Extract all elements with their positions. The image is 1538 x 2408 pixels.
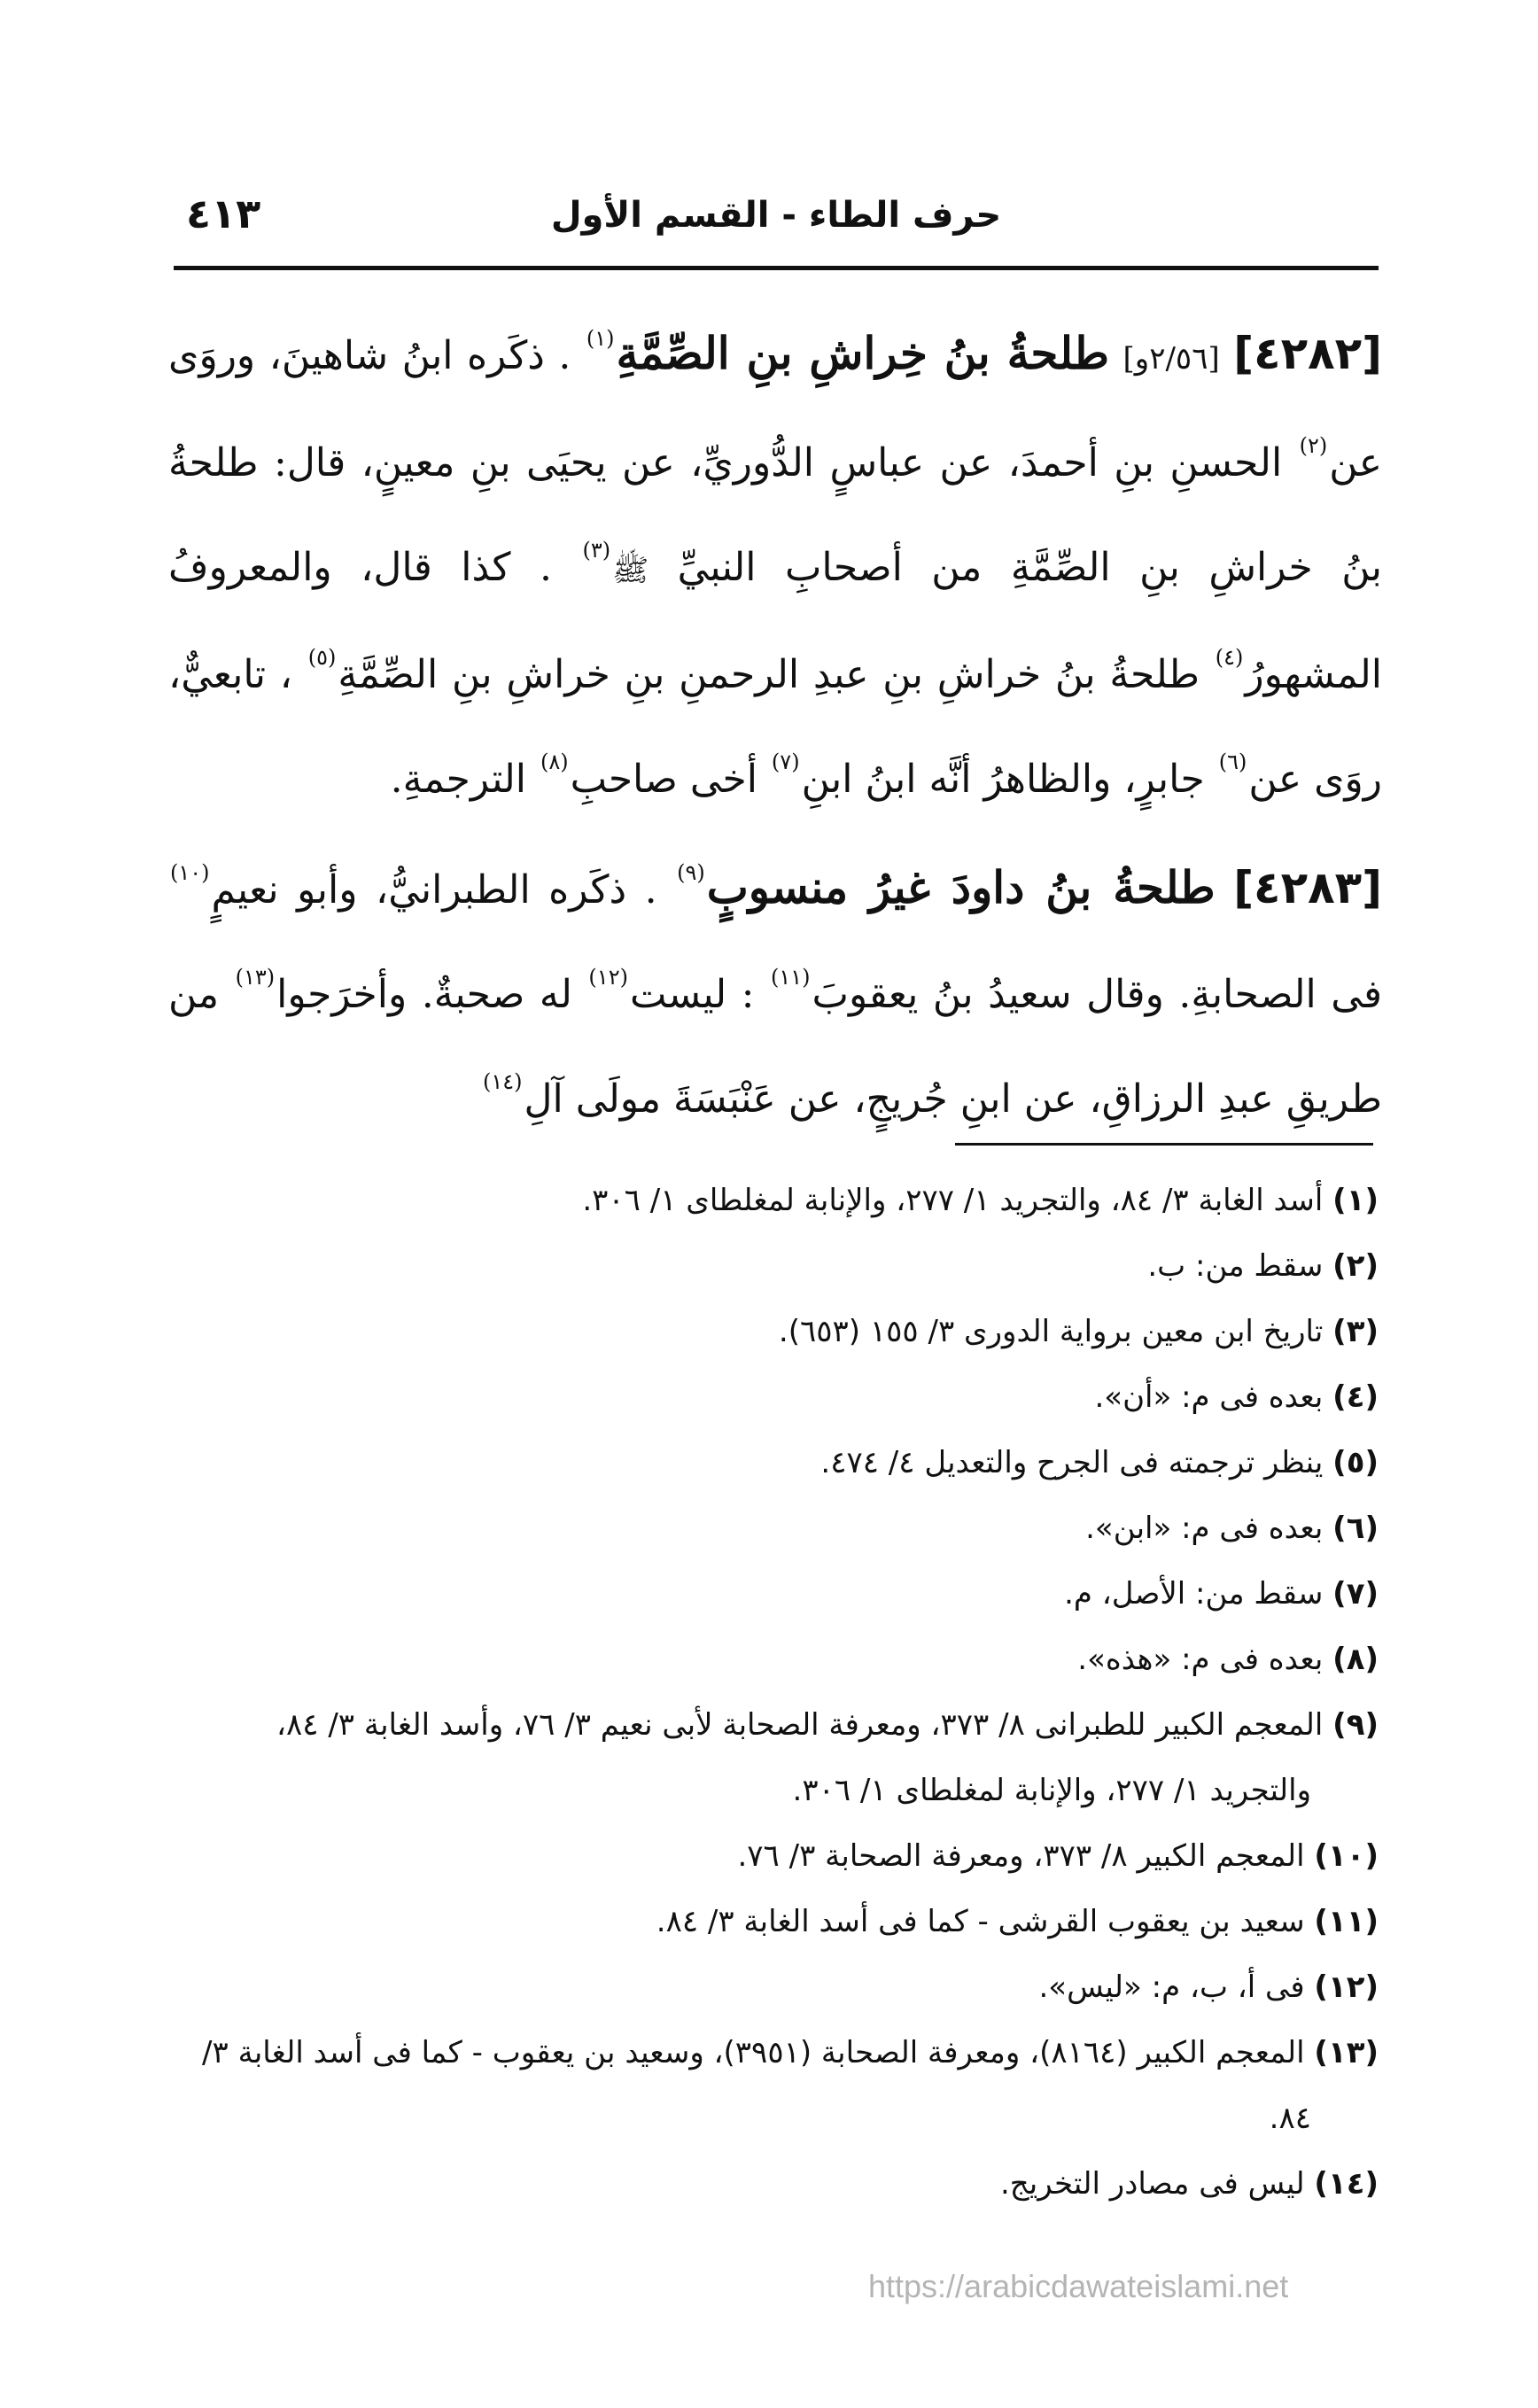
entry-text: من طريقِ عبدِ الرزاقِ، عن ابنِ جُريجٍ، عن عَنْبَسَةَ مولَى آلِ xyxy=(168,972,1382,1122)
footnote-ref[interactable]: (١٠) xyxy=(170,860,210,885)
footnote-separator xyxy=(955,1143,1373,1146)
footnote-text: فى أ، ب، م: «ليس». xyxy=(1038,1969,1305,2005)
entry-name: طلحةُ بنُ خِراشِ بنِ الصِّمَّةِ xyxy=(616,327,1110,379)
footnote-text: سقط من: ب. xyxy=(1147,1248,1324,1284)
footnote-item xyxy=(174,1495,1379,1561)
footnote-item xyxy=(174,2151,1379,2217)
footnote-ref[interactable]: (٥) xyxy=(307,645,337,670)
footnote-marker: (١٢) xyxy=(1314,1969,1379,2005)
footnote-marker: (٥) xyxy=(1332,1445,1379,1480)
footnote-text: سعيد بن يعقوب القرشى - كما فى أسد الغابة ٣/ ٨٤. xyxy=(656,1904,1305,1939)
entry-text: الترجمةِ. xyxy=(390,757,527,802)
footnote-marker: (١٠) xyxy=(1314,1838,1379,1874)
entry-text: أخى صاحبِ xyxy=(570,757,757,802)
entry-text: طلحةُ بنُ خراشِ بنِ عبدِ الرحمنِ بنِ خراشِ بنِ الصِّمَّةِ xyxy=(338,652,1200,697)
entry-text: له صحبةٌ. وأخرَجوا xyxy=(276,972,572,1017)
entry-text: : ليست xyxy=(629,972,755,1017)
footnote-marker: (٦) xyxy=(1332,1511,1379,1546)
footnote-text: ينظر ترجمته فى الجرح والتعديل ٤/ ٤٧٤. xyxy=(820,1445,1324,1480)
entry-number: [٤٢٨٢] xyxy=(1233,328,1383,379)
footnote-item xyxy=(174,1430,1379,1495)
footnote-ref[interactable]: (٩) xyxy=(677,860,705,885)
folio-reference: [٢/٥٦و] xyxy=(1122,341,1220,377)
entry-text: ، تابعيٌّ، روَى عن xyxy=(168,652,1382,802)
entry-text: . ذكَره ابنُ شاهينَ، وروَى عن xyxy=(168,333,1382,485)
footnote-marker: (٣) xyxy=(1332,1314,1379,1349)
footnote-ref[interactable]: (٦) xyxy=(1218,750,1247,774)
footnote-marker: (١) xyxy=(1332,1183,1379,1218)
footnote-text: أسد الغابة ٣/ ٨٤، والتجريد ١/ ٢٧٧، والإنابة لمغلطاى ١/ ٣٠٦. xyxy=(582,1183,1324,1218)
footnote-ref[interactable]: (٤) xyxy=(1215,645,1244,670)
salawat-symbol: ﷺ xyxy=(612,553,649,588)
footnote-item xyxy=(174,1954,1379,2020)
footnote-text: بعده فى م: «هذه». xyxy=(1077,1642,1324,1677)
page-header xyxy=(174,177,1379,257)
footnote-ref[interactable]: (١٢) xyxy=(588,965,628,990)
footnote-marker: (١١) xyxy=(1314,1904,1379,1939)
footnote-marker: (٧) xyxy=(1332,1576,1379,1612)
footnote-item xyxy=(174,1233,1379,1299)
footnote-marker: (٩) xyxy=(1332,1707,1379,1743)
footnote-text: المعجم الكبير ٨/ ٣٧٣، ومعرفة الصحابة ٣/ ٧٦. xyxy=(737,1838,1305,1874)
footnote-text: تاريخ ابن معين برواية الدورى ٣/ ١٥٥ (٦٥٣). xyxy=(778,1314,1324,1349)
page-number: ٤١٣ xyxy=(186,190,261,237)
footnote-marker: (٤) xyxy=(1332,1379,1379,1415)
footnote-ref[interactable]: (٣) xyxy=(582,538,611,563)
footnote-ref[interactable]: (١٣) xyxy=(235,965,276,990)
footnote-marker: (١٣) xyxy=(1314,2035,1379,2070)
footnote-item xyxy=(174,1364,1379,1430)
footnote-item xyxy=(174,1692,1379,1823)
footnote-ref[interactable]: (٨) xyxy=(540,750,569,774)
footnote-text: المعجم الكبير للطبرانى ٨/ ٣٧٣، ومعرفة الصحابة لأبى نعيم ٣/ ٧٦، وأسد الغابة ٣/ ٨٤، والتجريد ١/ ٢٧٧، والإنابة لمغلطاى ١/ ٣٠٦. xyxy=(276,1707,1324,1808)
entry-text: الحسنِ بنِ أحمدَ، عن عباسٍ الدُّوريِّ، عن يحيَى بنِ معينٍ، قال: طلحةُ بنُ خراشِ بنِ الصِّمَّةِ من أصحابِ النبيِّ xyxy=(168,440,1382,590)
footnote-ref[interactable]: (١١) xyxy=(770,965,811,990)
entry-4283 xyxy=(168,835,1382,1152)
footnote-marker: (٢) xyxy=(1332,1248,1379,1284)
footnotes-list xyxy=(174,1168,1379,2217)
footnote-text: ليس فى مصادر التخريج. xyxy=(999,2166,1305,2202)
header-rule xyxy=(174,266,1379,270)
footnote-ref[interactable]: (٧) xyxy=(771,750,800,774)
footnote-ref[interactable]: (٢) xyxy=(1299,433,1328,458)
footnote-item xyxy=(174,1823,1379,1889)
footnote-text: المعجم الكبير (٨١٦٤)، ومعرفة الصحابة (٣٩٥١)، وسعيد بن يعقوب - كما فى أسد الغابة ٣/ ٨٤. xyxy=(202,2035,1311,2136)
entry-4282 xyxy=(168,301,1382,832)
footnote-ref[interactable]: (١) xyxy=(586,326,615,351)
footnote-text: بعده فى م: «أن». xyxy=(1094,1379,1324,1415)
entry-text: . ذكَره الطبرانيُّ، وأبو نعيمٍ xyxy=(211,867,657,913)
footnote-marker: (١٤) xyxy=(1314,2166,1379,2202)
footnote-ref[interactable]: (١٤) xyxy=(482,1069,523,1094)
running-title: حرف الطاء - القسم الأول xyxy=(550,195,1002,236)
footnote-text: سقط من: الأصل، م. xyxy=(1064,1576,1324,1612)
footnote-marker: (٨) xyxy=(1332,1642,1379,1677)
entry-text: فى الصحابةِ. وقال سعيدُ بنُ يعقوبَ xyxy=(812,972,1382,1017)
entry-text: جابرٍ، والظاهرُ أنَّه ابنُ ابنِ xyxy=(801,757,1205,802)
footnote-item xyxy=(174,1889,1379,1954)
footnote-text: بعده فى م: «ابن». xyxy=(1085,1511,1324,1546)
footnote-item xyxy=(174,2020,1379,2151)
entry-number: [٤٢٨٣] xyxy=(1233,862,1382,913)
footnote-item xyxy=(174,1561,1379,1627)
watermark-url: https://arabicdawateislami.net xyxy=(868,2268,1289,2304)
footnote-item xyxy=(174,1627,1379,1692)
entry-text: . كذا قال، والمعروفُ المشهورُ xyxy=(168,545,1382,697)
footnote-item xyxy=(174,1299,1379,1364)
entry-name: طلحةُ بنُ داودَ غيرُ منسوبٍ xyxy=(706,861,1216,913)
footnote-item xyxy=(174,1168,1379,1233)
main-text xyxy=(168,301,1382,1152)
